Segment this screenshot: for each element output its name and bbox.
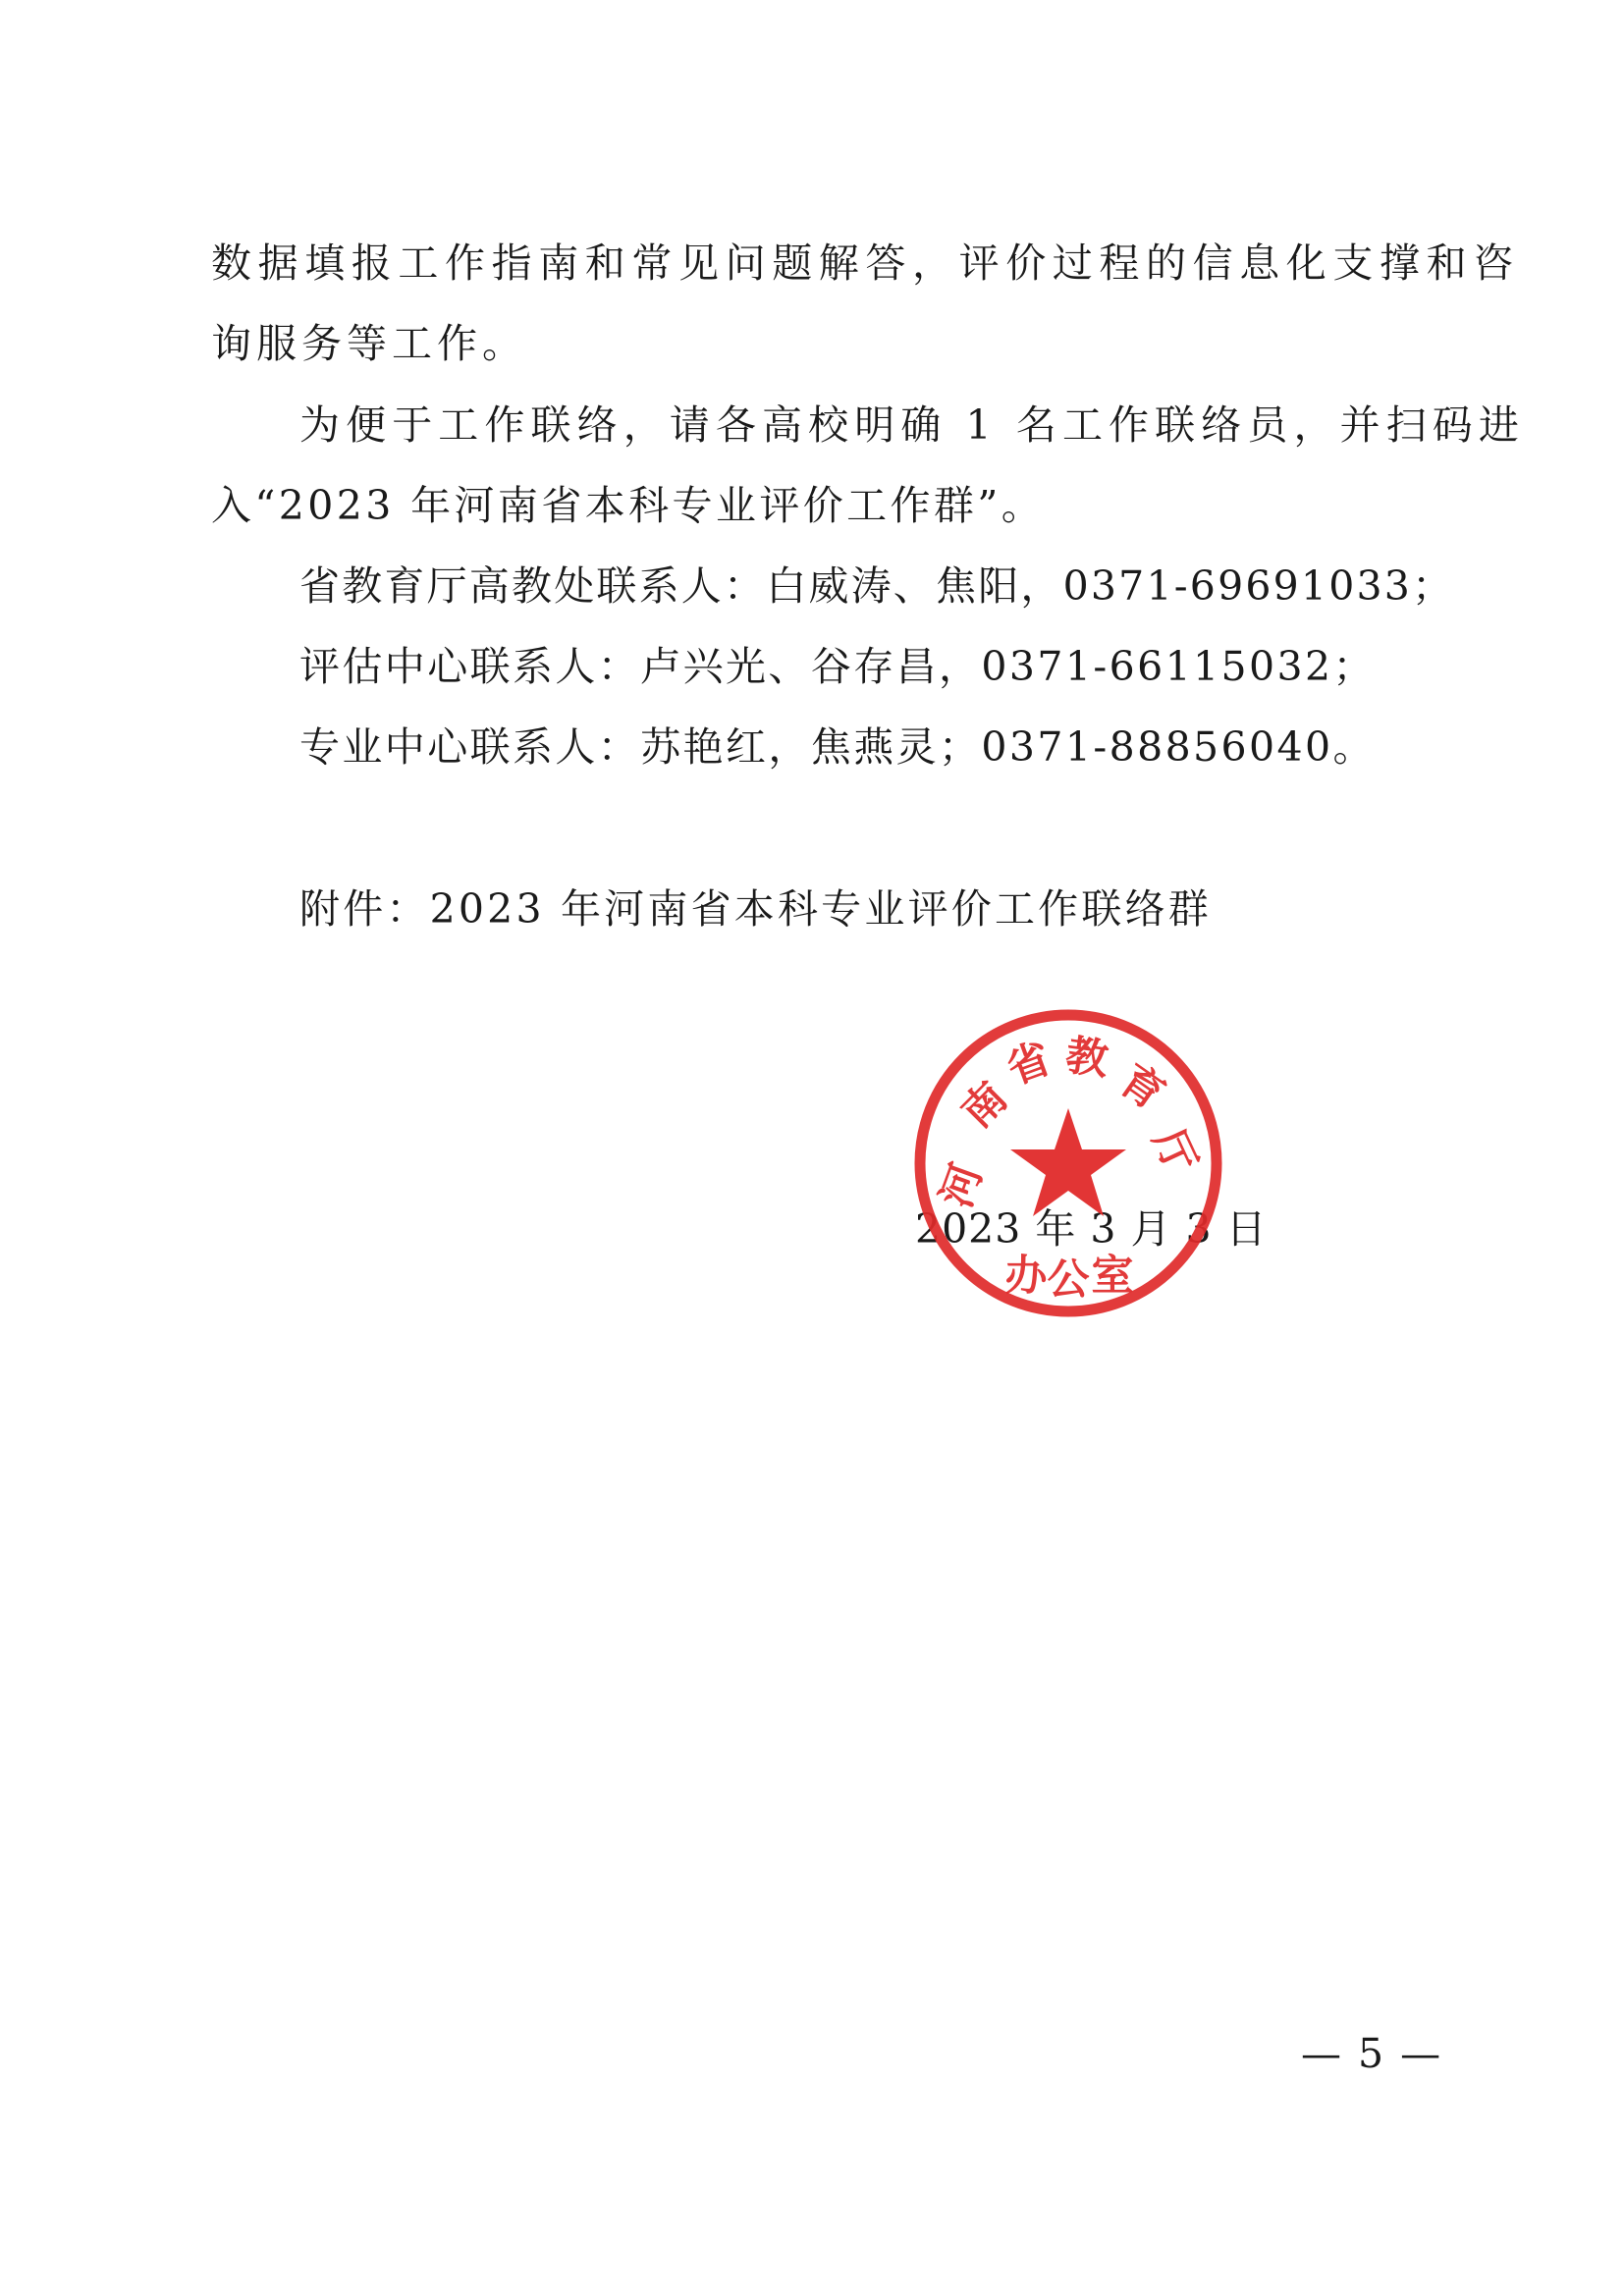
body-line-1: 数据填报工作指南和常见问题解答，评价过程的信息化支撑和咨 bbox=[211, 240, 1520, 287]
official-seal bbox=[908, 1003, 1228, 1323]
seal-char-nan: 南 bbox=[952, 1073, 1017, 1138]
seal-char-gong: 公 bbox=[1047, 1255, 1090, 1305]
seal-char-sheng: 省 bbox=[1001, 1034, 1057, 1095]
seal-char-he: 河 bbox=[932, 1157, 993, 1214]
seal-char-ting: 厅 bbox=[1143, 1121, 1206, 1182]
seal-char-shi: 室 bbox=[1091, 1252, 1134, 1301]
attachment-line: 附件：2023 年河南省本科专业评价工作联络群 bbox=[299, 885, 1212, 933]
body-line-4: 入“2023 年河南省本科专业评价工作群”。 bbox=[211, 482, 1046, 529]
seal-char-yu: 育 bbox=[1110, 1055, 1173, 1120]
seal-char-jiao: 教 bbox=[1062, 1031, 1111, 1086]
seal-char-ban: 办 bbox=[1004, 1252, 1048, 1301]
contact-line-major-center: 专业中心联系人：苏艳红，焦燕灵；0371-88856040。 bbox=[299, 723, 1376, 771]
page-number: — 5 — bbox=[1301, 2030, 1443, 2077]
body-line-3: 为便于工作联络，请各高校明确 1 名工作联络员，并扫码进 bbox=[299, 401, 1525, 449]
body-line-2: 询服务等工作。 bbox=[211, 320, 527, 367]
contact-line-evaluation-center: 评估中心联系人：卢兴光、谷存昌，0371-66115032； bbox=[299, 643, 1376, 690]
star-icon bbox=[1010, 1108, 1126, 1216]
issue-date: 2023 年 3 月 3 日 bbox=[915, 1205, 1268, 1253]
contact-line-education-office: 省教育厅高教处联系人：白威涛、焦阳，0371-69691033； bbox=[299, 562, 1455, 610]
